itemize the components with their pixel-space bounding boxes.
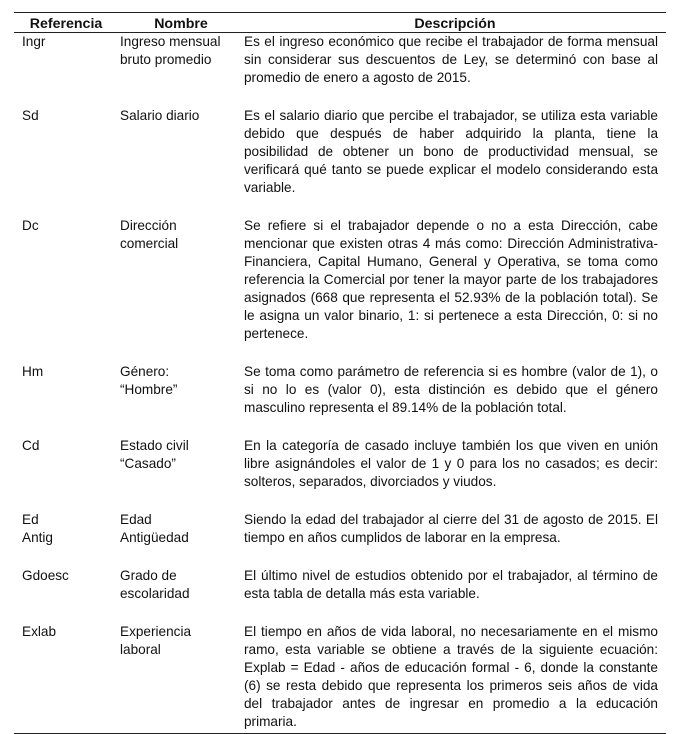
table-header [14,13,666,33]
table-row [14,107,666,217]
referencia-text: Ingr [22,34,46,49]
cell-referencia [14,437,118,511]
cell-nombre [118,33,244,108]
cell-descripcion: Es el salario diario que percibe el trabajador, se utiliza esta variable debido que después de haber adquirido la planta, tiene la posibilidad de obtener un bono de productividad mensual, se verificará qué tanto se puede explicar el modelo considerando esta variable. [244,108,658,195]
referencia-text: Hm [22,364,44,379]
cell-nombre [118,511,244,567]
cell-referencia [14,33,118,108]
cell-referencia [14,567,118,623]
table-body [14,33,666,734]
cell-descripcion: Se toma como parámetro de referencia si es hombre (valor de 1), o si no lo es (valor 0), esta distinción es debido que el género masculino representa el 89.14% de la población total. [244,364,658,415]
nombre-text: Antigüedad [120,530,189,545]
header-nombre: Nombre [118,13,244,33]
variables-table [14,12,666,734]
cell-nombre [118,567,244,623]
table-row [14,623,666,734]
cell-descripcion: Se refiere si el trabajador depende o no a esta Dirección, cabe mencionar que existen otras 4 más como: Dirección Administrativa-Financiera, Capital Humano, General y Operativa, se toma como referencia la Comercial por tener la mayor parte de los trabajadores asignados (668 que representa el 52.93% de la población total). Se le asigna un valor binario, 1: si pertenece a esta Dirección, 0: si no pertenece. [244,218,658,341]
nombre-text: Estado civil [120,438,189,453]
header-referencia: Referencia [14,13,118,33]
cell-nombre [118,363,244,437]
cell-nombre [118,217,244,363]
table-row [14,567,666,623]
table-row [14,437,666,511]
nombre-text: Grado de [120,568,177,583]
nombre-text: “Casado” [120,456,176,471]
referencia-text: Antig [22,530,53,545]
cell-referencia [14,217,118,363]
nombre-text: Edad [120,512,152,527]
cell-referencia [14,623,118,734]
nombre-text: escolaridad [120,586,190,601]
header-row [14,13,666,33]
nombre-text: Salario diario [120,108,200,123]
cell-descripcion: El último nivel de estudios obtenido por el trabajador, al término de esta tabla de detalla más esta variable. [244,568,658,601]
referencia-text: Ed [22,512,39,527]
table-row [14,217,666,363]
referencia-text: Gdoesc [22,568,69,583]
cell-descripcion: Siendo la edad del trabajador al cierre del 31 de agosto de 2015. El tiempo en años cumplidos de laborar en la empresa. [244,512,658,545]
cell-descripcion: Es el ingreso económico que recibe el trabajador de forma mensual sin considerar sus descuentos de Ley, se determinó con base al promedio de enero a agosto de 2015. [244,34,658,85]
table-row [14,33,666,108]
cell-referencia [14,511,118,567]
nombre-text: comercial [120,236,179,251]
cell-referencia [14,107,118,217]
nombre-text: Ingreso mensual [120,34,221,49]
nombre-text: bruto promedio [120,52,212,67]
cell-referencia [14,363,118,437]
cell-descripcion: En la categoría de casado incluye también los que viven en unión libre asignándoles el valor de 1 y 0 para los no casados; es decir: solteros, separados, divorciados y viudos. [244,438,658,489]
cell-nombre [118,623,244,734]
referencia-text: Dc [22,218,39,233]
nombre-text: Dirección [120,218,177,233]
cell-nombre [118,107,244,217]
table-row [14,363,666,437]
referencia-text: Exlab [22,624,57,639]
nombre-text: Género: [120,364,170,379]
table-row [14,511,666,567]
referencia-text: Cd [22,438,40,453]
nombre-text: Experiencia [120,624,192,639]
header-descripcion: Descripción [244,13,666,33]
nombre-text: laboral [120,642,161,657]
cell-nombre [118,437,244,511]
nombre-text: “Hombre” [120,382,178,397]
cell-descripcion: El tiempo en años de vida laboral, no necesariamente en el mismo ramo, esta variable se obtiene a través de la siguiente ecuación: Explab = Edad - años de educación formal - 6, donde la constante (6) se resta debido que representa los primeros seis años de vida del trabajador antes de ingresar en promedio a la educación primaria. [244,623,666,734]
referencia-text: Sd [22,108,39,123]
